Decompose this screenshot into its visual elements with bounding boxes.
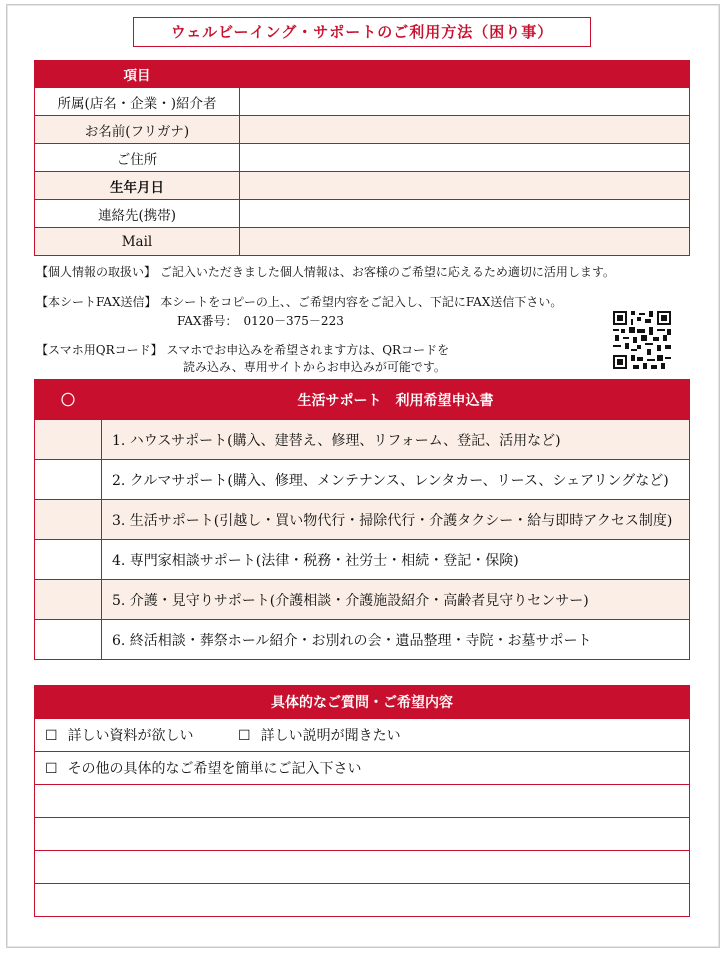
- option-other-label: その他の具体的なご希望を簡単にご記入下さい: [67, 761, 362, 777]
- service-row: [35, 500, 690, 540]
- service-row: [35, 580, 690, 620]
- service-row: [35, 420, 690, 460]
- questions-table: [34, 685, 690, 917]
- service-row: [35, 540, 690, 580]
- qr-note-line1: 【スマホ用QRコード】 スマホでお申込みを希望されます方は、QRコードを: [36, 343, 450, 357]
- privacy-note: 【個人情報の取扱い】 ご記入いただきました個人情報は、お客様のご希望に応えるため適切に活用します。: [36, 265, 615, 279]
- label-birthdate: 生年月日: [35, 172, 240, 200]
- service-check-cell-4[interactable]: [35, 540, 102, 580]
- info-row-address: [35, 144, 690, 172]
- service-check-cell-6[interactable]: [35, 620, 102, 660]
- info-row-mail: [35, 228, 690, 256]
- checkbox-explanation[interactable]: ☐: [238, 728, 251, 744]
- free-text-line-3[interactable]: [35, 851, 690, 884]
- checkbox-documents[interactable]: ☐: [45, 728, 58, 744]
- fax-note: 【本シートFAX送信】 本シートをコピーの上、、ご希望内容をご記入し、下記にFAX送信下さい。: [36, 295, 563, 309]
- field-mail[interactable]: [240, 228, 690, 256]
- service-item-1: 1. ハウスサポート(購入、建替え、修理、リフォーム、登記、活用など): [102, 420, 690, 460]
- label-address: ご住所: [35, 144, 240, 172]
- label-phone: 連絡先(携帯): [35, 200, 240, 228]
- field-birthdate[interactable]: [240, 172, 690, 200]
- label-affiliation: 所属(店名・企業・)紹介者: [35, 88, 240, 116]
- questions-other-row: [35, 752, 690, 785]
- checkbox-other[interactable]: ☐: [45, 761, 58, 777]
- info-header-label: 項目: [35, 61, 240, 88]
- service-item-2: 2. クルマサポート(購入、修理、メンテナンス、レンタカー、リース、シェアリングなど): [102, 460, 690, 500]
- info-row-birthdate: [35, 172, 690, 200]
- fax-number: FAX番号： 0120－375－223: [177, 314, 344, 328]
- questions-header: 具体的なご質問・ご希望内容: [35, 686, 690, 719]
- service-table-header: [35, 380, 690, 420]
- field-affiliation[interactable]: [240, 88, 690, 116]
- info-row-name: [35, 116, 690, 144]
- service-item-3: 3. 生活サポート(引越し・買い物代行・掃除代行・介護タクシー・給与即時アクセス制度): [102, 500, 690, 540]
- service-application-table: [34, 379, 690, 660]
- info-row-affiliation: [35, 88, 690, 116]
- applicant-info-table: [34, 60, 690, 256]
- field-name[interactable]: [240, 116, 690, 144]
- free-text-line-1[interactable]: [35, 785, 690, 818]
- service-check-cell-3[interactable]: [35, 500, 102, 540]
- service-check-cell-5[interactable]: [35, 580, 102, 620]
- questions-header-row: [35, 686, 690, 719]
- label-mail: Mail: [35, 228, 240, 256]
- service-item-6: 6. 終活相談・葬祭ホール紹介・お別れの会・遺品整理・寺院・お墓サポート: [102, 620, 690, 660]
- label-name: お名前(フリガナ): [35, 116, 240, 144]
- service-check-cell-1[interactable]: [35, 420, 102, 460]
- service-check-cell-2[interactable]: [35, 460, 102, 500]
- info-table-header: [35, 61, 690, 88]
- questions-options-cell: [35, 719, 690, 752]
- service-row: [35, 460, 690, 500]
- questions-other-cell: [35, 752, 690, 785]
- info-header-blank: [240, 61, 690, 88]
- field-address[interactable]: [240, 144, 690, 172]
- check-column-header: 〇: [35, 380, 102, 420]
- service-table-title: 生活サポート 利用希望申込書: [102, 380, 690, 420]
- option-explanation-label: 詳しい説明が聞きたい: [260, 728, 401, 744]
- free-text-line-2[interactable]: [35, 818, 690, 851]
- field-phone[interactable]: [240, 200, 690, 228]
- questions-options-row: [35, 719, 690, 752]
- service-item-5: 5. 介護・見守りサポート(介護相談・介護施設紹介・高齢者見守りセンサー): [102, 580, 690, 620]
- page-title: ウェルビーイング・サポートのご利用方法（困り事）: [133, 17, 591, 47]
- service-item-4: 4. 専門家相談サポート(法律・税務・社労士・相続・登記・保険): [102, 540, 690, 580]
- info-row-phone: [35, 200, 690, 228]
- qr-note-line2: 読み込み、専用サイトからお申込みが可能です。: [183, 360, 446, 374]
- option-documents-label: 詳しい資料が欲しい: [67, 728, 194, 744]
- qr-code-icon[interactable]: [613, 311, 671, 369]
- service-row: [35, 620, 690, 660]
- free-text-line-4[interactable]: [35, 884, 690, 917]
